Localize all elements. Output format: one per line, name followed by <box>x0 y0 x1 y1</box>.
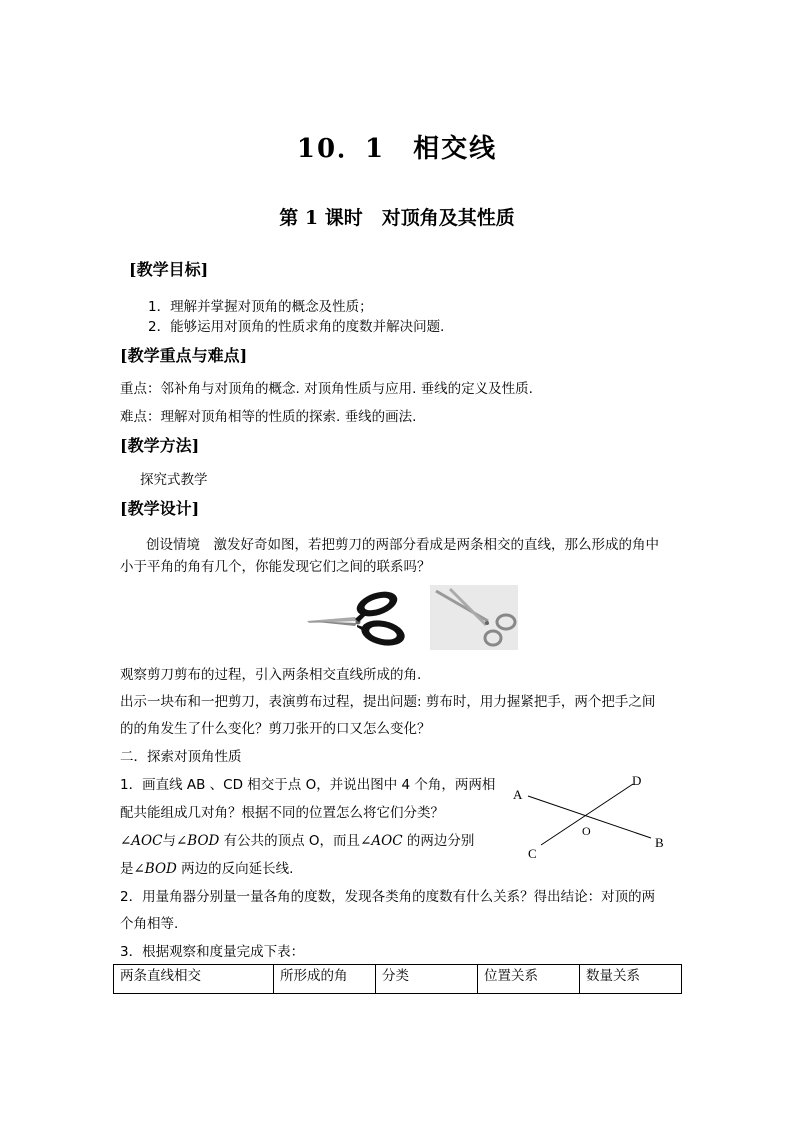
intro-line-1: 创设情境 激发好奇如图，若把剪刀的两部分看成是两条相交的直线，那么形成的角中 <box>146 537 659 553</box>
label-a: A <box>513 787 523 802</box>
scissors-closed-image <box>305 588 407 648</box>
angle-bod-symbol: ∠BOD <box>175 833 220 849</box>
difficult-points: 难点：理解对顶角相等的性质的探索. 垂线的画法. <box>120 409 417 425</box>
step-1-line-4 <box>120 857 293 877</box>
show-line-2: 的的角发生了什么变化？剪刀张开的口又怎么变化？ <box>120 721 431 737</box>
label-o: O <box>582 824 591 838</box>
label-d: D <box>632 773 642 788</box>
intro-line-2: 小于平角的角有几个，你能发现它们之间的联系吗？ <box>120 559 431 575</box>
angle-aoc-symbol: ∠AOC <box>120 833 163 849</box>
angle-aoc-symbol-2: ∠AOC <box>360 833 403 849</box>
table-header-cell: 两条直线相交 <box>114 965 274 994</box>
step-3-text: 3．根据观察和度量完成下表： <box>120 944 305 960</box>
page-title: 10．1 相交线 <box>296 134 498 164</box>
method-heading: [教学方法] <box>120 436 200 455</box>
angle-relationship-table <box>113 964 682 994</box>
step-1-line-2: 配共能组成几对角？根据不同的位置怎么将它们分类？ <box>120 805 444 821</box>
intersecting-lines-diagram <box>505 768 680 868</box>
show-line-1: 出示一块布和一把剪刀，表演剪布过程，提出问题: 剪布时，用力握紧把手，两个把手之间 <box>120 694 656 710</box>
reverse-extension-text: 两边的反向延长线. <box>176 861 294 877</box>
objective-item-1: 1．理解并掌握对顶角的概念及性质； <box>148 299 373 315</box>
step-1-line-1: 1．画直线 AB 、CD 相交于点 O，并说出图中 4 个角，两两相 <box>120 777 496 793</box>
scissors-open-image <box>430 585 518 650</box>
and-word: 与 <box>162 833 176 849</box>
table-header-cell: 分类 <box>376 965 478 994</box>
lesson-subtitle: 第 1 课时 对顶角及其性质 <box>279 207 515 229</box>
label-c: C <box>528 846 537 861</box>
objectives-heading: [教学目标] <box>129 260 209 279</box>
label-b: B <box>655 835 664 850</box>
table-header-cell: 所形成的角 <box>274 965 376 994</box>
important-points: 重点：邻补角与对顶角的概念. 对顶角性质与应用. 垂线的定义及性质. <box>120 381 533 397</box>
step-2-line-2: 个角相等. <box>120 916 179 932</box>
section-2-heading: 二．探索对顶角性质 <box>120 749 242 765</box>
objective-item-2: 2．能够运用对顶角的性质求角的度数并解决问题． <box>148 319 454 335</box>
table-header-cell: 位置关系 <box>478 965 580 994</box>
method-text: 探究式教学 <box>140 472 208 488</box>
key-points-heading: [教学重点与难点] <box>120 346 248 365</box>
observe-text: 观察剪刀剪布的过程，引入两条相交直线所成的角. <box>120 667 422 683</box>
two-sides-text: 的两边分别 <box>402 833 475 849</box>
table-header-row <box>114 965 682 994</box>
common-vertex-text: 有公共的顶点 O，而且 <box>219 833 361 849</box>
table-header-cell: 数量关系 <box>580 965 682 994</box>
design-heading: [教学设计] <box>120 499 200 518</box>
step-1-line-3 <box>120 829 474 849</box>
step-2-line-1: 2．用量角器分别量一量各角的度数，发现各类角的度数有什么关系？得出结论：对顶的两 <box>120 889 656 905</box>
is-word: 是 <box>120 861 134 877</box>
angle-bod-symbol-2: ∠BOD <box>133 861 177 877</box>
